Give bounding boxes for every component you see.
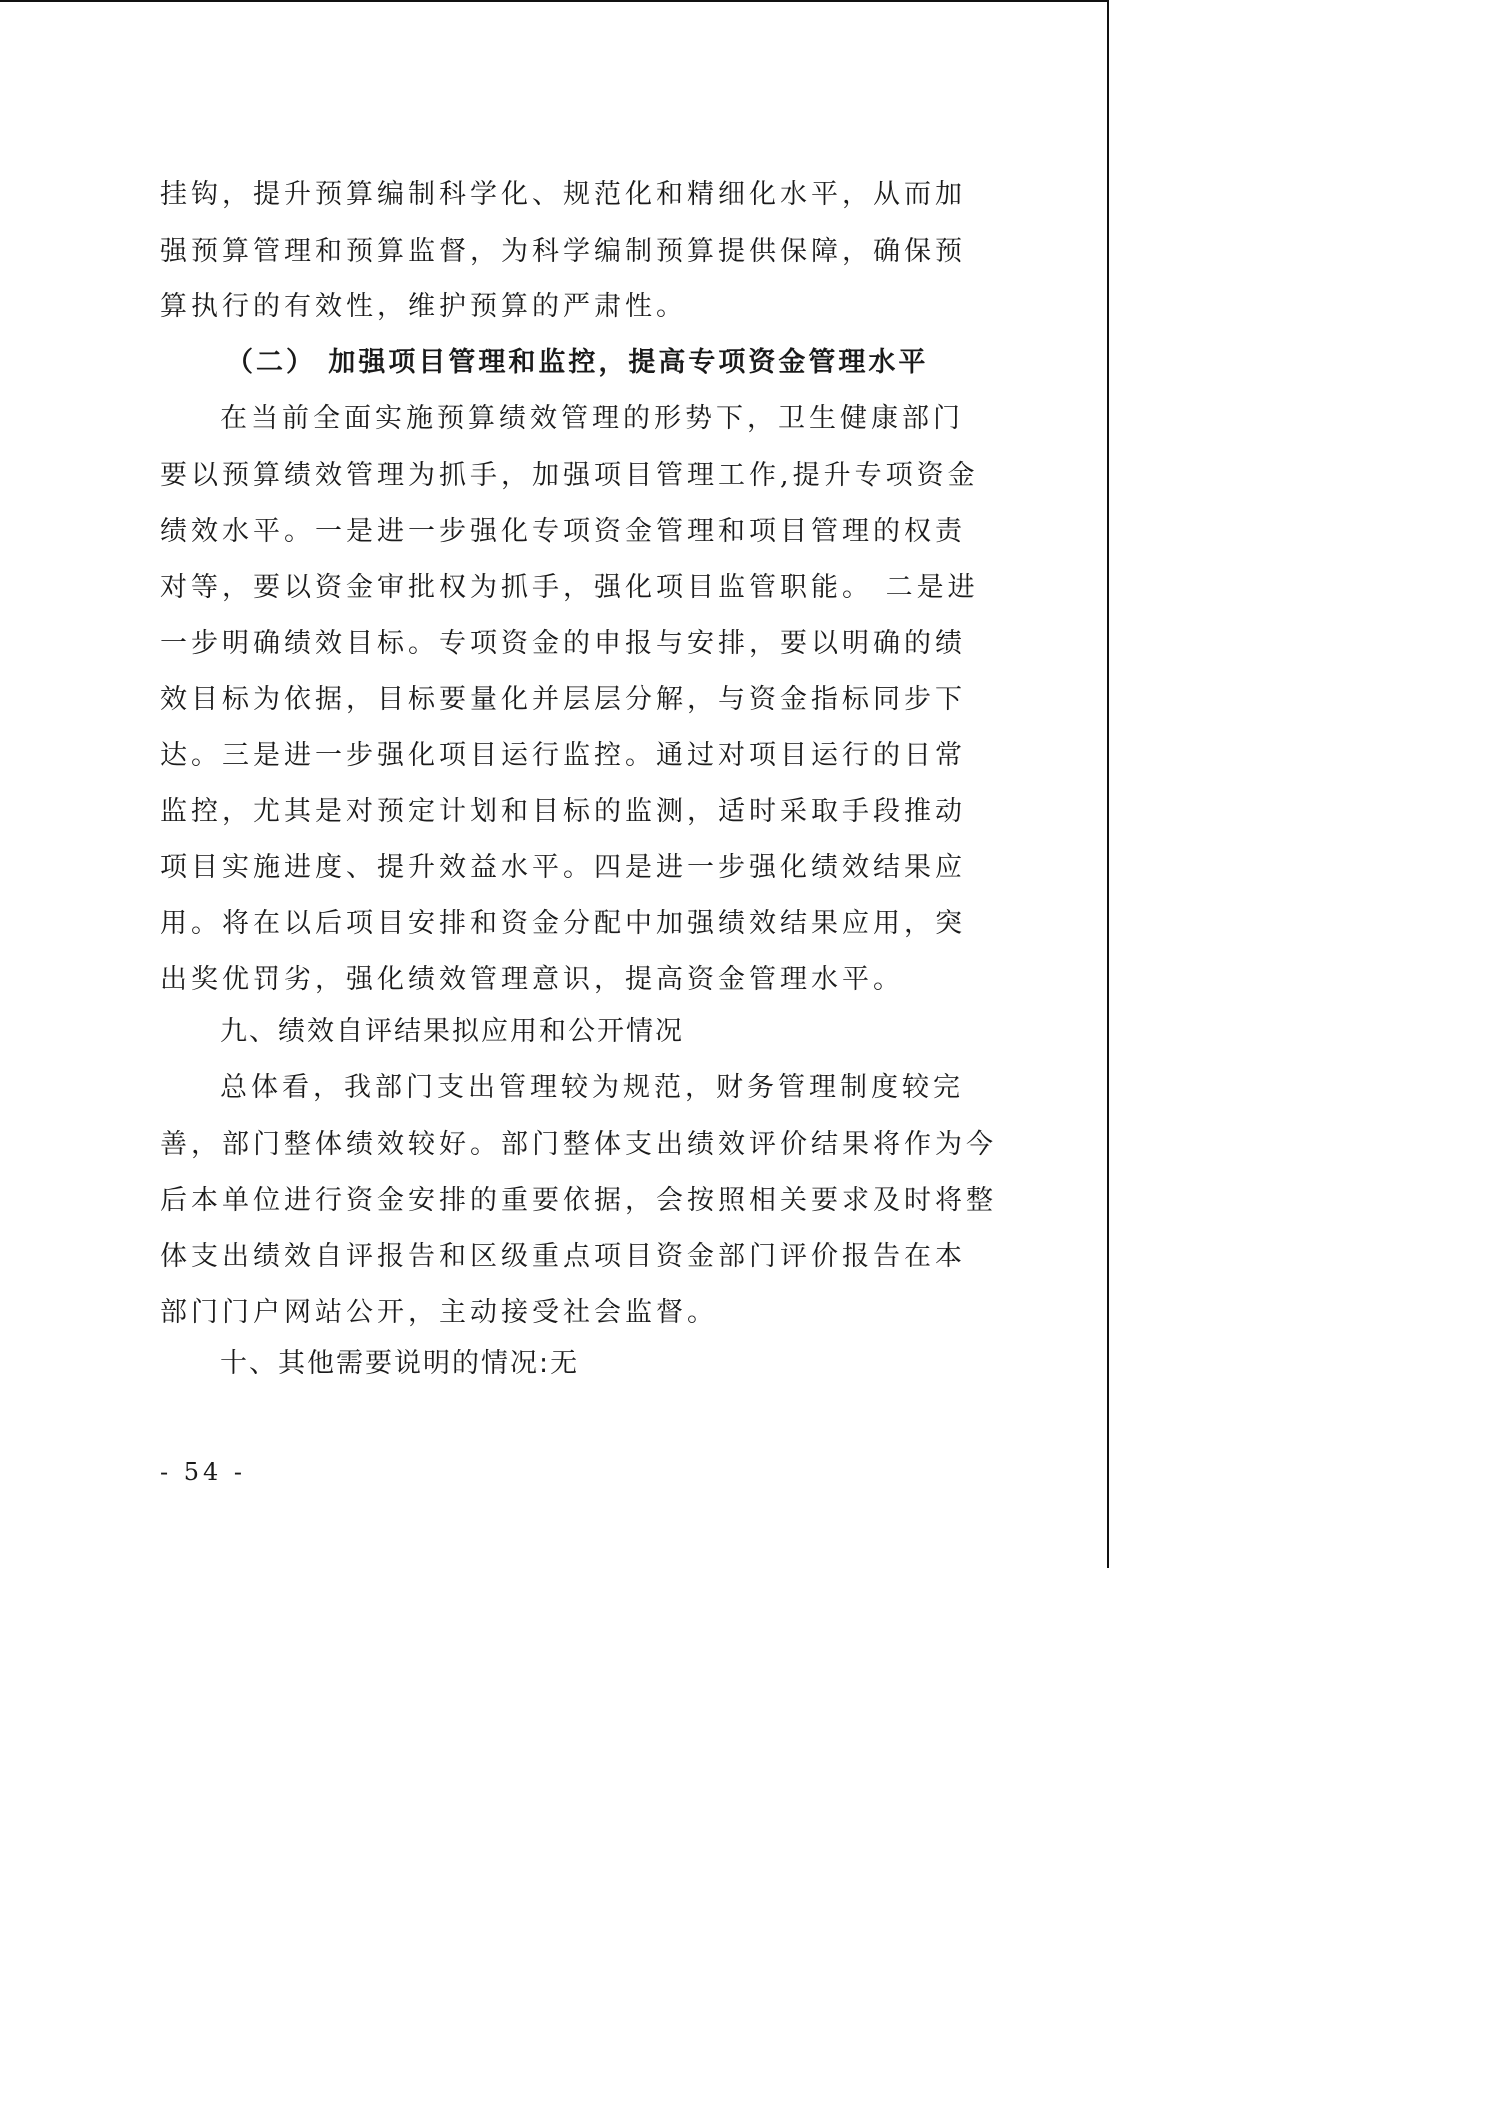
paragraph-line: 效目标为依据，目标要量化并层层分解，与资金指标同步下 (160, 684, 966, 715)
page-number: - 54 - (160, 1458, 247, 1486)
paragraph-line: 一步明确绩效目标。专项资金的申报与安排，要以明确的绩 (160, 628, 966, 659)
paragraph-line: 后本单位进行资金安排的重要依据，会按照相关要求及时将整 (160, 1185, 997, 1216)
paragraph-line: 绩效水平。一是进一步强化专项资金管理和项目管理的权责 (160, 516, 966, 547)
paragraph-line: 在当前全面实施预算绩效管理的形势下，卫生健康部门 (220, 403, 964, 434)
paragraph-line: 总体看，我部门支出管理较为规范，财务管理制度较完 (220, 1072, 964, 1103)
paragraph-line: 用。将在以后项目安排和资金分配中加强绩效结果应用，突 (160, 908, 966, 939)
paragraph-line: 监控，尤其是对预定计划和目标的监测，适时采取手段推动 (160, 796, 966, 827)
paragraph-line: 算执行的有效性，维护预算的严肃性。 (160, 291, 687, 322)
paragraph-line: 善，部门整体绩效较好。部门整体支出绩效评价结果将作为今 (160, 1129, 997, 1160)
paragraph-line: 项目实施进度、提升效益水平。四是进一步强化绩效结果应 (160, 852, 966, 883)
section-heading: 九、绩效自评结果拟应用和公开情况 (220, 1016, 684, 1047)
paragraph-line: 对等，要以资金审批权为抓手，强化项目监管职能。 二是进 (160, 572, 979, 603)
section-heading: （二） 加强项目管理和监控，提高专项资金管理水平 (226, 347, 929, 378)
paragraph-line: 要以预算绩效管理为抓手，加强项目管理工作,提升专项资金 (160, 460, 979, 491)
paragraph-line: 部门门户网站公开，主动接受社会监督。 (160, 1297, 718, 1328)
paragraph-line: 挂钩，提升预算编制科学化、规范化和精细化水平，从而加 (160, 179, 966, 210)
paragraph-line: 强预算管理和预算监督，为科学编制预算提供保障，确保预 (160, 236, 966, 267)
paragraph-line: 出奖优罚劣，强化绩效管理意识，提高资金管理水平。 (160, 964, 904, 995)
section-heading: 十、其他需要说明的情况:无 (220, 1348, 580, 1379)
paragraph-line: 达。三是进一步强化项目运行监控。通过对项目运行的日常 (160, 740, 966, 771)
paragraph-line: 体支出绩效自评报告和区级重点项目资金部门评价报告在本 (160, 1241, 966, 1272)
